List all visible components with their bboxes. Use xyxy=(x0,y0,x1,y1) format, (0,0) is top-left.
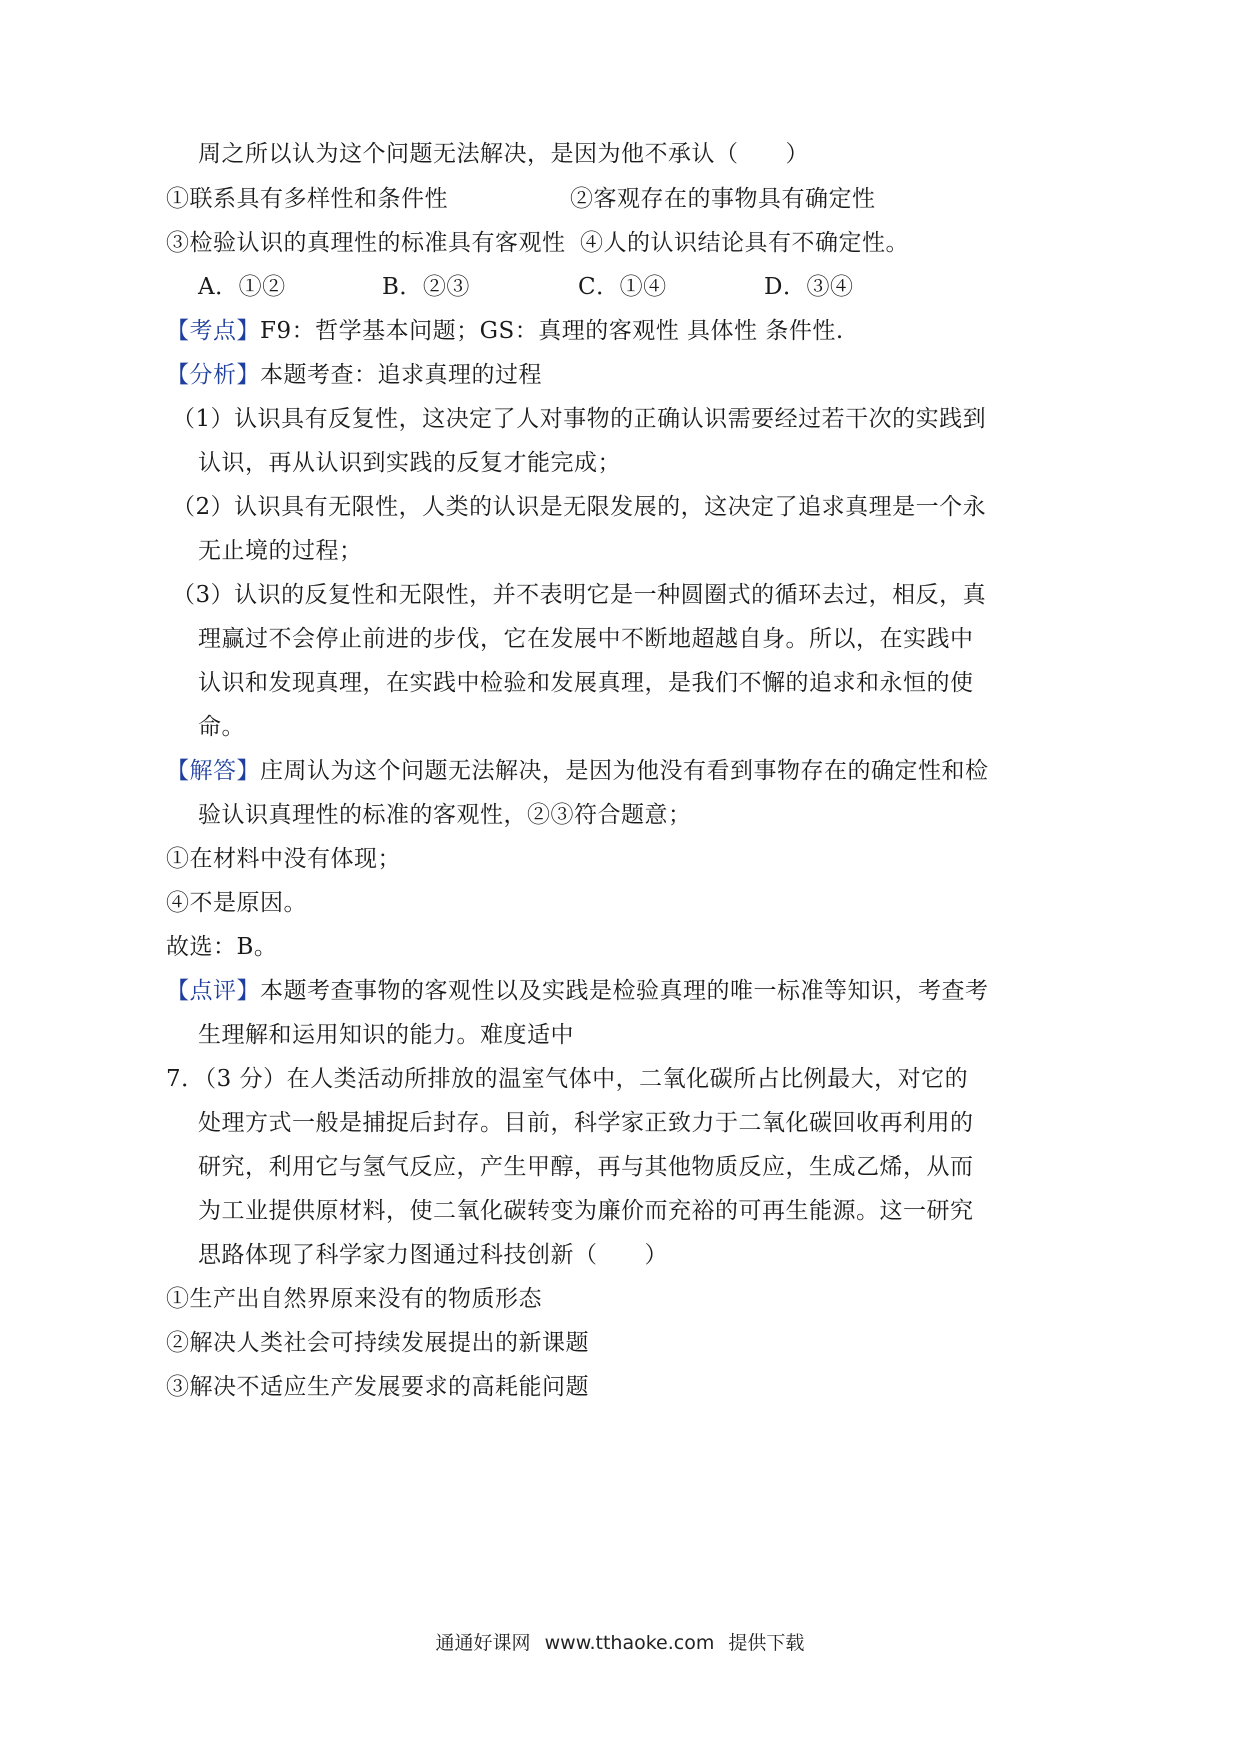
fenxi-point-3c: 认识和发现真理，在实践中检验和发展真理，是我们不懈的追求和永恒的使 xyxy=(198,670,974,696)
q7-option-2: ②解决人类社会可持续发展提出的新课题 xyxy=(166,1330,589,1356)
kaodian-line xyxy=(166,314,844,348)
q6-option-2: ②客观存在的事物具有确定性 xyxy=(570,186,876,212)
jieda-text: 庄周认为这个问题无法解决，是因为他没有看到事物存在的确定性和检 xyxy=(260,758,989,784)
fenxi-point-3d: 命。 xyxy=(198,714,245,740)
q6-option-3: ③检验认识的真理性的标准具有客观性 xyxy=(166,230,566,256)
q7-line-5: 思路体现了科学家力图通过科技创新（ ） xyxy=(198,1242,668,1268)
q6-choice-a: A．①② xyxy=(198,274,286,300)
q7-option-3: ③解决不适应生产发展要求的高耗能问题 xyxy=(166,1374,589,1400)
q7-line-4: 为工业提供原材料，使二氧化碳转变为廉价而充裕的可再生能源。这一研究 xyxy=(198,1198,974,1224)
q7-line-3: 研究，利用它与氢气反应，产生甲醇，再与其他物质反应，生成乙烯，从而 xyxy=(198,1154,974,1180)
q7-line-1: 7．（3 分）在人类活动所排放的温室气体中，二氧化碳所占比例最大，对它的 xyxy=(166,1066,969,1092)
page-footer xyxy=(0,1628,1240,1655)
q7-line-2: 处理方式一般是捕捉后封存。目前，科学家正致力于二氧化碳回收再利用的 xyxy=(198,1110,974,1136)
q6-option-4: ④人的认识结论具有不确定性。 xyxy=(580,230,909,256)
jieda-text-2: 验认识真理性的标准的客观性，②③符合题意； xyxy=(198,802,692,828)
fenxi-point-2b: 无止境的过程； xyxy=(198,538,363,564)
dianping-text: 本题考查事物的客观性以及实践是检验真理的唯一标准等知识，考查考 xyxy=(260,978,989,1004)
q6-stem: 周之所以认为这个问题无法解决，是因为他不承认（ ） xyxy=(198,141,809,167)
q7-option-1: ①生产出自然界原来没有的物质形态 xyxy=(166,1286,542,1312)
dianping-text-2: 生理解和运用知识的能力。难度适中 xyxy=(198,1022,574,1048)
jieda-reason-1: ①在材料中没有体现； xyxy=(166,846,401,872)
kaodian-text: F9：哲学基本问题；GS：真理的客观性 具体性 条件性. xyxy=(260,318,844,344)
jieda-label: 【解答】 xyxy=(166,758,260,784)
fenxi-point-3b: 理赢过不会停止前进的步伐，它在发展中不断地超越自身。所以，在实践中 xyxy=(198,626,974,652)
q6-option-1: ①联系具有多样性和条件性 xyxy=(166,186,448,212)
footer-site: 通通好课网 xyxy=(435,1632,531,1654)
q6-choice-b: B．②③ xyxy=(382,274,470,300)
footer-url: www.tthaoke.com xyxy=(544,1632,715,1654)
fenxi-point-2a: （2）认识具有无限性，人类的认识是无限发展的，这决定了追求真理是一个永 xyxy=(172,494,987,520)
jieda-answer: 故选：B。 xyxy=(166,934,278,960)
jieda-reason-4: ④不是原因。 xyxy=(166,890,307,916)
q6-choice-d: D．③④ xyxy=(764,274,854,300)
fenxi-line xyxy=(166,358,542,392)
dianping-line xyxy=(166,974,989,1008)
kaodian-label: 【考点】 xyxy=(166,318,260,344)
fenxi-point-1b: 认识，再从认识到实践的反复才能完成； xyxy=(198,450,621,476)
fenxi-text: 本题考查：追求真理的过程 xyxy=(260,362,542,388)
fenxi-point-3a: （3）认识的反复性和无限性，并不表明它是一种圆圈式的循环去过，相反，真 xyxy=(172,582,987,608)
fenxi-point-1a: （1）认识具有反复性，这决定了人对事物的正确认识需要经过若干次的实践到 xyxy=(172,406,987,432)
jieda-line xyxy=(166,754,989,788)
q6-choice-c: C．①④ xyxy=(578,274,667,300)
fenxi-label: 【分析】 xyxy=(166,362,260,388)
dianping-label: 【点评】 xyxy=(166,978,260,1004)
footer-tail: 提供下载 xyxy=(728,1632,805,1654)
